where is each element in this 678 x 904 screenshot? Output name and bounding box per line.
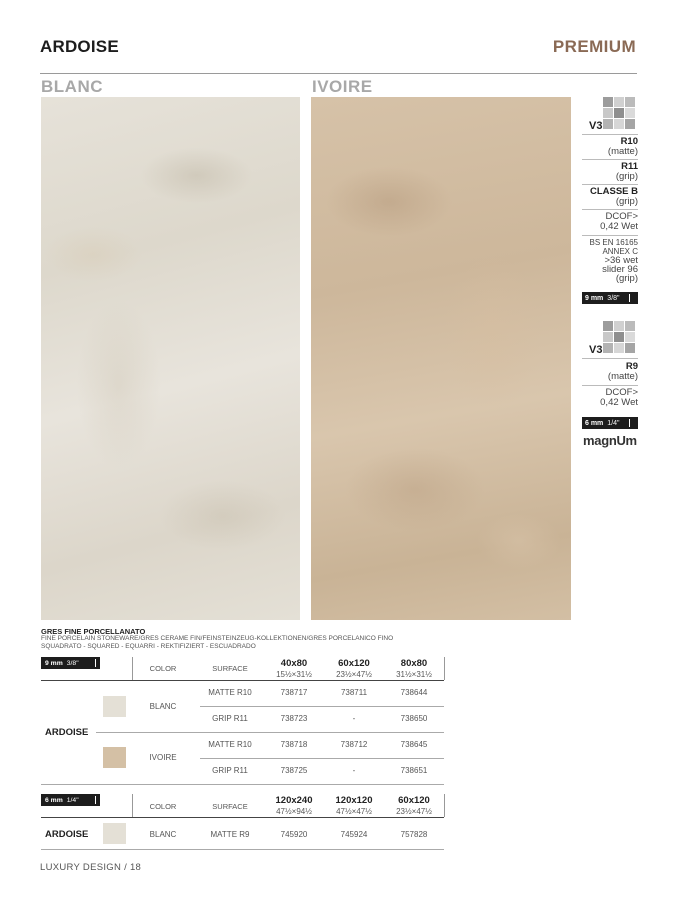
format-header: 60x120 23½×47½	[396, 795, 432, 816]
row-color: IVOIRE	[149, 753, 177, 762]
spec-divider	[582, 209, 638, 210]
thickness-badge-6mm: 6 mm 1/4"	[582, 417, 638, 429]
spec-dcof: DCOF> 0,42 Wet	[600, 211, 638, 232]
product-code: 738645	[400, 740, 428, 749]
product-code: 745924	[340, 830, 368, 839]
table-divider	[132, 794, 133, 817]
material-line-1: FINE PORCELAIN STONEWARE/GRES CERAME FIN/FEINSTEINZEUG-KOLLEKTIONEN/GRES PORCELANICO FINO	[41, 635, 394, 642]
row-surface: MATTE R10	[208, 740, 252, 749]
table-header-rule	[41, 680, 444, 681]
spec-classe: CLASSE B (grip)	[589, 186, 638, 207]
row-divider	[200, 758, 444, 759]
header-divider	[40, 73, 637, 74]
format-header: 60x120 23½×47½	[336, 658, 372, 679]
table-bottom-rule	[41, 784, 444, 785]
swatch-ivoire	[311, 97, 571, 620]
swatch-label-ivoire: IVOIRE	[312, 77, 373, 96]
collection-label: PREMIUM	[552, 37, 636, 56]
spec-r11: R11 (grip)	[615, 161, 638, 182]
col-header-surface: SURFACE	[212, 802, 248, 811]
v3-label: V3	[589, 344, 603, 356]
thumb-blanc	[103, 823, 126, 844]
table-divider	[444, 657, 445, 680]
product-code: -	[352, 714, 356, 723]
thickness-badge-9mm: 9 mm 3/8"	[582, 292, 638, 304]
col-header-color: COLOR	[149, 802, 177, 811]
row-surface: GRIP R11	[212, 714, 248, 723]
product-code: 738711	[340, 688, 368, 697]
col-header-color: COLOR	[149, 664, 177, 673]
table1-thickness-badge: 9 mm 3/8"	[41, 657, 100, 669]
material-heading: GRES FINE PORCELLANATO	[41, 627, 146, 636]
product-code: 738718	[280, 740, 308, 749]
v3-label: V3	[589, 120, 603, 132]
thumb-ivoire	[103, 747, 126, 768]
product-code: -	[352, 766, 356, 775]
format-header: 120x240 47½×94½	[275, 795, 313, 816]
spec-r10: R10 (matte)	[607, 136, 638, 157]
spec-divider	[582, 235, 638, 236]
product-code: 738717	[280, 688, 308, 697]
spec-divider	[582, 159, 638, 160]
spec-divider	[582, 184, 638, 185]
product-code: 738725	[280, 766, 308, 775]
col-header-surface: SURFACE	[212, 664, 248, 673]
row-surface: MATTE R9	[210, 830, 250, 839]
product-code: 738723	[280, 714, 308, 723]
product-code: 738712	[340, 740, 368, 749]
table2-thickness-badge: 6 mm 1/4"	[41, 794, 100, 806]
series-label: ARDOISE	[45, 727, 89, 738]
row-color: BLANC	[149, 702, 177, 711]
spec-dcof: DCOF> 0,42 Wet	[600, 387, 638, 408]
table-divider	[444, 794, 445, 817]
spec-divider	[582, 358, 638, 359]
row-surface: GRIP R11	[212, 766, 248, 775]
product-code: 757828	[400, 830, 428, 839]
format-header: 80x80 31½×31½	[396, 658, 432, 679]
product-code: 738651	[400, 766, 428, 775]
magnum-logo: magnUm	[583, 433, 637, 448]
page-title: ARDOISE	[40, 37, 119, 56]
series-label: ARDOISE	[45, 829, 89, 840]
table-bottom-rule	[41, 849, 444, 850]
page-footer: LUXURY DESIGN / 18	[40, 862, 142, 873]
row-color: BLANC	[149, 830, 177, 839]
product-code: 738650	[400, 714, 428, 723]
swatch-label-blanc: BLANC	[41, 77, 103, 96]
format-header: 40x80 15½×31½	[276, 658, 312, 679]
thumb-blanc	[103, 696, 126, 717]
spec-divider	[582, 385, 638, 386]
product-code: 745920	[280, 830, 308, 839]
row-divider	[200, 706, 444, 707]
row-surface: MATTE R10	[208, 688, 252, 697]
spec-bs-en: BS EN 16165 ANNEX C >36 wet slider 96 (grip)	[589, 238, 638, 284]
format-header: 120x120 47½×47½	[335, 795, 373, 816]
spec-r9: R9 (matte)	[607, 361, 638, 382]
table-divider	[132, 657, 133, 680]
v3-grid-icon	[603, 97, 635, 129]
swatch-blanc	[41, 97, 300, 620]
material-line-2: SQUADRATO - SQUARED - EQUARRI - REKTIFIZIERT - ESCUADRADO	[41, 643, 256, 650]
row-divider	[96, 732, 444, 733]
spec-divider	[582, 134, 638, 135]
table-header-rule	[41, 817, 444, 818]
v3-grid-icon	[603, 321, 635, 353]
product-code: 738644	[400, 688, 428, 697]
